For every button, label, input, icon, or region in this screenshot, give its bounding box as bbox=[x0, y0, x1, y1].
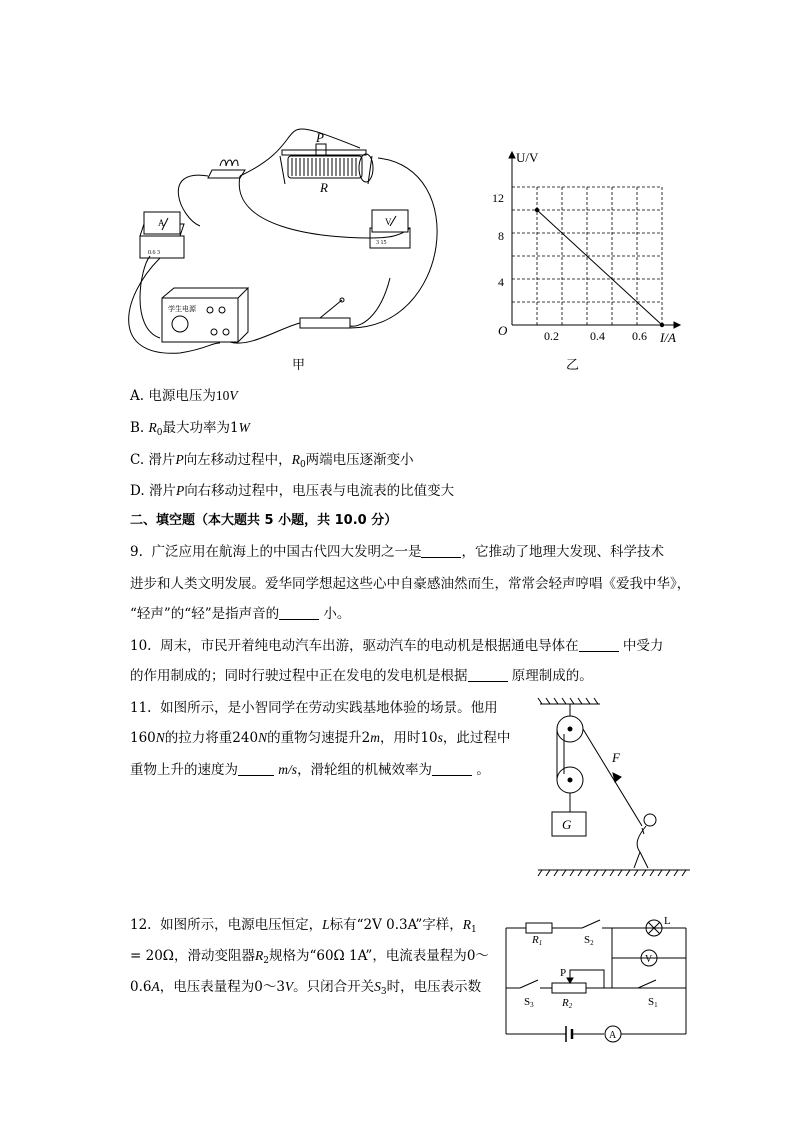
q11-text-3c: ，滑轮组的机械效率为 bbox=[297, 762, 433, 778]
graph-origin: O bbox=[498, 323, 508, 338]
q9-line-2: 进步和人类文明发展。爱华同学想起这些心中自豪感油然而生，常常会轻声哼唱《爱我中华》， bbox=[130, 576, 691, 592]
q12-s3-symbol: S bbox=[374, 979, 381, 994]
q9-text-3a: “轻声”的“轻”是指声音的 bbox=[130, 606, 280, 622]
q11-force-value: 160 bbox=[130, 730, 156, 746]
pulley-figure bbox=[530, 694, 695, 878]
q12-text-1e: ”字样， bbox=[415, 917, 463, 933]
graph-series-line bbox=[537, 210, 662, 325]
q12-ammeter-range-a: 0～ bbox=[466, 948, 489, 964]
q12-fig-s2: S2 bbox=[584, 934, 594, 947]
q9-line-1 bbox=[130, 542, 664, 562]
q10-text-1a: 周末，市民开着纯电动汽车出游，驱动汽车的电动机是根据通电导体在 bbox=[160, 638, 579, 654]
q12-fig-l: L bbox=[664, 915, 671, 927]
q12-text-2b: ，滑动变阻器 bbox=[173, 948, 255, 964]
q12-ammeter-unit: A bbox=[151, 979, 160, 994]
section-2-title: 二、填空题（本大题共 5 小题，共 10.0 分） bbox=[130, 513, 398, 528]
q12-text-2e: 规格为“ bbox=[268, 948, 317, 964]
option-c[interactable] bbox=[130, 450, 414, 475]
figure-caption-jia: 甲 bbox=[292, 358, 306, 373]
q12-r1-value: = 20Ω bbox=[130, 948, 174, 964]
graph-y-label: U/V bbox=[516, 150, 539, 165]
figure-caption-yi: 乙 bbox=[566, 358, 580, 373]
graph-x-label: I/A bbox=[660, 330, 676, 345]
q12-r2-subscript: 2 bbox=[263, 956, 269, 966]
q11-line-1 bbox=[130, 698, 498, 718]
circuit-figure-q12 bbox=[498, 910, 698, 1050]
q10-text-2a: 的作用制成的；同时行驶过程中正在发电的发电机是根据 bbox=[130, 668, 468, 684]
q11-blank-1[interactable] bbox=[238, 761, 274, 776]
option-d-pre: 滑片 bbox=[148, 483, 176, 499]
q12-fig-v: V bbox=[645, 954, 653, 965]
option-d-post: 向右移动过程中，电压表与电流表的比值变大 bbox=[184, 483, 455, 499]
q9-number: 9. bbox=[130, 544, 143, 560]
option-d-letter: D. bbox=[130, 483, 145, 499]
pulley-weight-label: G bbox=[562, 817, 572, 832]
q11-weight-unit: N bbox=[258, 730, 268, 745]
q12-lamp-rating: 2V 0.3A bbox=[363, 917, 416, 933]
graph-data-point bbox=[660, 323, 664, 327]
q11-text-1: 如图所示，是小智同学在劳动实践基地体验的场景。他用 bbox=[160, 700, 498, 716]
voltmeter-scale-label: 3 15 bbox=[376, 240, 387, 246]
q12-fig-r1: R1 bbox=[532, 934, 543, 947]
option-b-unit: W bbox=[238, 420, 250, 435]
option-a-letter: A. bbox=[130, 388, 145, 404]
q12-voltmeter-range: 0～3 bbox=[254, 979, 285, 995]
option-b-symbol: R bbox=[148, 420, 157, 435]
q11-height-value: 2 bbox=[361, 730, 371, 746]
q12-number: 12. bbox=[130, 917, 152, 933]
q12-ammeter-range-b: 0.6 bbox=[130, 979, 152, 995]
q9-blank-2[interactable] bbox=[279, 605, 319, 620]
graph-y-tick-12: 12 bbox=[492, 191, 504, 205]
q10-line-1 bbox=[130, 636, 663, 656]
slider-label-p: P bbox=[316, 130, 324, 145]
option-c-subscript: 0 bbox=[299, 460, 306, 470]
graph-x-tick-0.4: 0.4 bbox=[590, 329, 605, 343]
voltmeter-face-label: V bbox=[385, 217, 392, 227]
q11-line-3 bbox=[130, 760, 490, 780]
q12-text-2g: ” bbox=[365, 948, 373, 964]
q11-blank-2[interactable] bbox=[432, 761, 472, 776]
q11-force-unit: N bbox=[155, 730, 165, 745]
option-a-value: 10 bbox=[215, 388, 230, 403]
q10-number: 10. bbox=[130, 638, 152, 654]
q12-text-3i: 时，电压表示数 bbox=[386, 979, 482, 995]
q11-text-2c: 的拉力将重 bbox=[164, 730, 233, 746]
q9-line-3 bbox=[130, 604, 350, 624]
q12-fig-r2: R2 bbox=[562, 997, 573, 1010]
option-c-post: 两端电压逐渐变小 bbox=[305, 452, 414, 468]
graph-data-point bbox=[535, 208, 539, 212]
q12-fig-p: P bbox=[560, 967, 567, 979]
q12-text-2h: ，电流表量程为 bbox=[372, 948, 467, 964]
q11-time-unit: s bbox=[437, 730, 443, 745]
q12-line-1 bbox=[130, 915, 477, 940]
option-b[interactable] bbox=[130, 418, 250, 443]
option-d-p: P bbox=[175, 483, 185, 498]
q12-line-3 bbox=[130, 977, 481, 1002]
q12-r2-symbol: R bbox=[254, 948, 264, 963]
option-a-text: 电源电压为 bbox=[148, 388, 216, 404]
option-b-subscript: 0 bbox=[156, 428, 163, 438]
pulley-force-label: F bbox=[612, 750, 620, 765]
option-b-text: 最大功率为 bbox=[162, 420, 230, 436]
q12-lamp-symbol: L bbox=[322, 917, 330, 932]
option-b-value: 1 bbox=[230, 420, 239, 436]
q11-height-unit: m bbox=[370, 730, 380, 745]
q11-text-2i: ，用时 bbox=[379, 730, 421, 746]
q12-text-3f: 。只闭合开关 bbox=[293, 979, 375, 995]
graph-x-tick-0.2: 0.2 bbox=[544, 329, 559, 343]
q12-fig-a: A bbox=[609, 1030, 617, 1041]
option-a-unit: V bbox=[229, 388, 238, 403]
ammeter-scale-label: 0.6 3 bbox=[148, 250, 160, 256]
circuit-figure-jia bbox=[120, 128, 460, 368]
q11-text-3d: 。 bbox=[476, 762, 490, 778]
q12-r1-symbol: R bbox=[462, 917, 472, 932]
q10-blank-1[interactable] bbox=[579, 637, 619, 652]
q10-text-1b: 中受力 bbox=[622, 638, 664, 654]
rheostat-label-r: R bbox=[320, 180, 328, 195]
q11-text-3a: 重物上升的速度为 bbox=[130, 762, 238, 778]
q12-line-2 bbox=[130, 946, 489, 971]
q12-fig-s1: S1 bbox=[648, 996, 658, 1009]
q9-text-1b: ，它推动了地理大发现、科学技术 bbox=[461, 544, 664, 560]
q11-text-2f: 的重物匀速提升 bbox=[267, 730, 362, 746]
q12-r1-subscript: 1 bbox=[471, 925, 477, 935]
q9-blank-1[interactable] bbox=[421, 543, 461, 558]
q10-blank-2[interactable] bbox=[468, 667, 508, 682]
option-c-letter: C. bbox=[130, 452, 145, 468]
option-b-letter: B. bbox=[130, 420, 145, 436]
q9-text-3b: 小。 bbox=[323, 606, 351, 622]
graph-y-tick-8: 8 bbox=[498, 229, 504, 243]
option-a[interactable] bbox=[130, 386, 238, 406]
q11-time-value: 10 bbox=[420, 730, 438, 746]
q11-speed-unit: m/s bbox=[278, 762, 298, 777]
q12-text-1c: 标有“ bbox=[329, 917, 364, 933]
q11-number: 11. bbox=[130, 700, 152, 716]
ui-graph-yi bbox=[490, 140, 690, 354]
graph-y-tick-4: 4 bbox=[498, 275, 504, 289]
q12-fig-s3: S3 bbox=[524, 996, 534, 1009]
power-supply-label: 学生电源 bbox=[168, 305, 196, 313]
q12-text-3c: ，电压表量程为 bbox=[159, 979, 255, 995]
option-c-symbol: R bbox=[291, 452, 300, 467]
q11-line-2 bbox=[130, 728, 510, 748]
q12-voltmeter-unit: V bbox=[284, 979, 294, 994]
ammeter-face-label: A bbox=[158, 218, 165, 228]
graph-x-tick-0.6: 0.6 bbox=[632, 329, 647, 343]
q12-s3-subscript: 3 bbox=[380, 987, 387, 997]
q11-text-2l: ，此过程中 bbox=[442, 730, 511, 746]
option-c-p: P bbox=[175, 452, 184, 467]
q9-text-1a: 广泛应用在航海上的中国古代四大发明之一是 bbox=[151, 544, 422, 560]
q12-text-1a: 如图所示，电源电压恒定， bbox=[160, 917, 323, 933]
q12-r2-rating: 60Ω 1A bbox=[316, 948, 366, 964]
q10-text-2b: 原理制成的。 bbox=[511, 668, 593, 684]
option-c-mid: 向左移动过程中， bbox=[183, 452, 292, 468]
option-d[interactable] bbox=[130, 481, 454, 501]
option-c-pre: 滑片 bbox=[148, 452, 176, 468]
q11-weight-value: 240 bbox=[232, 730, 259, 746]
q10-line-2 bbox=[130, 666, 593, 686]
